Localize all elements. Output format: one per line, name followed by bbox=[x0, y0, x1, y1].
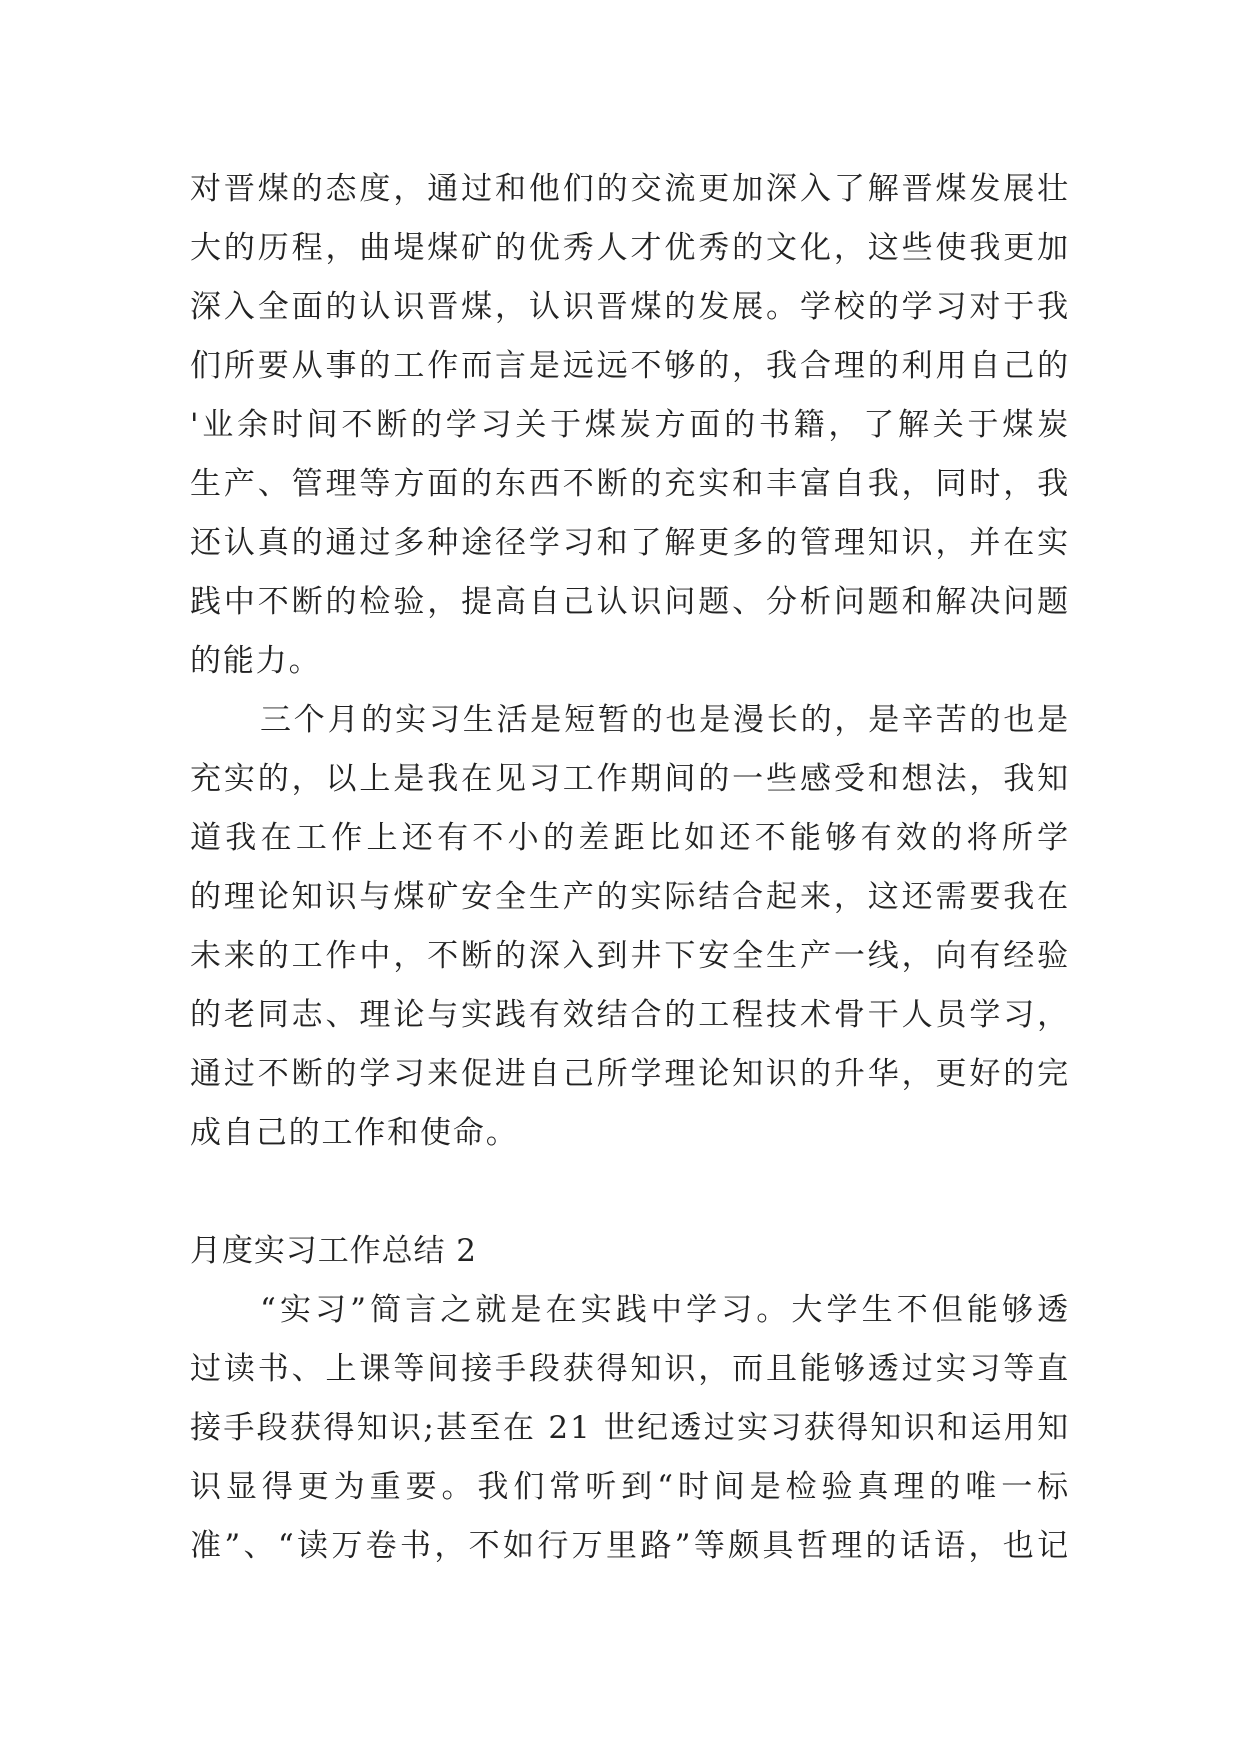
text-line: 接手段获得知识;甚至在 21 世纪透过实习获得知识和运用知 bbox=[190, 1410, 1070, 1446]
paragraph-conclusion bbox=[190, 691, 1070, 1163]
text-line: 过读书、上课等间接手段获得知识，而且能够透过实习等直 bbox=[190, 1351, 1070, 1387]
text-line: 们所要从事的工作而言是远远不够的，我合理的利用自己的 bbox=[190, 348, 1070, 384]
text-line: 的能力。 bbox=[190, 643, 322, 679]
document-body bbox=[190, 160, 1070, 1576]
text-line: 大的历程，曲堤煤矿的优秀人才优秀的文化，这些使我更加 bbox=[190, 230, 1070, 266]
text-line: 践中不断的检验，提高自己认识问题、分析问题和解决问题 bbox=[190, 584, 1070, 620]
paragraph-continued bbox=[190, 160, 1070, 691]
section-spacer bbox=[190, 1163, 1070, 1222]
text-line: 通过不断的学习来促进自己所学理论知识的升华，更好的完 bbox=[190, 1056, 1070, 1092]
text-line: 的老同志、理论与实践有效结合的工程技术骨干人员学习， bbox=[190, 997, 1070, 1033]
text-line: “实习”简言之就是在实践中学习。大学生不但能够透 bbox=[260, 1292, 1070, 1328]
text-line: 三个月的实习生活是短暂的也是漫长的，是辛苦的也是 bbox=[260, 702, 1070, 738]
text-line: 准”、“读万卷书，不如行万里路”等颇具哲理的话语，也记 bbox=[190, 1528, 1070, 1564]
text-line: 成自己的工作和使命。 bbox=[190, 1115, 519, 1151]
text-line: 道我在工作上还有不小的差距比如还不能够有效的将所学 bbox=[190, 820, 1070, 856]
section-heading: 月度实习工作总结 2 bbox=[190, 1233, 477, 1269]
text-line: 对晋煤的态度，通过和他们的交流更加深入了解晋煤发展壮 bbox=[190, 171, 1070, 207]
text-line: 识显得更为重要。我们常听到“时间是检验真理的唯一标 bbox=[190, 1469, 1070, 1505]
text-line: 深入全面的认识晋煤，认识晋煤的发展。学校的学习对于我 bbox=[190, 289, 1070, 325]
text-line: 未来的工作中，不断的深入到井下安全生产一线，向有经验 bbox=[190, 938, 1070, 974]
text-line: 的理论知识与煤矿安全生产的实际结合起来，这还需要我在 bbox=[190, 879, 1070, 915]
text-line: '业余时间不断的学习关于煤炭方面的书籍，了解关于煤炭 bbox=[190, 407, 1070, 443]
text-line: 生产、管理等方面的东西不断的充实和丰富自我，同时，我 bbox=[190, 466, 1070, 502]
text-line: 充实的，以上是我在见习工作期间的一些感受和想法，我知 bbox=[190, 761, 1070, 797]
paragraph-internship-intro bbox=[190, 1281, 1070, 1576]
text-line: 还认真的通过多种途径学习和了解更多的管理知识，并在实 bbox=[190, 525, 1070, 561]
